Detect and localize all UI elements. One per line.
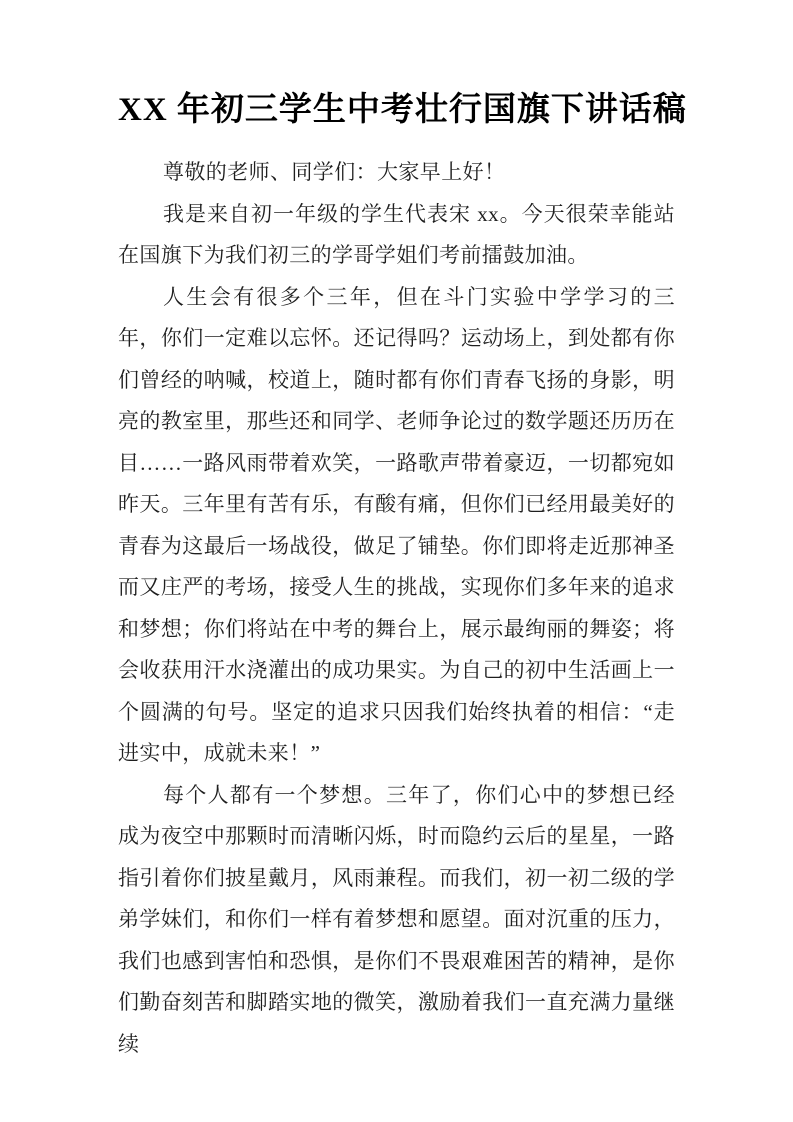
paragraph-dream: 每个人都有一个梦想。三年了，你们心中的梦想已经成为夜空中那颗时而清晰闪烁，时而隐约云后的星星，一路指引着你们披星戴月，风雨兼程。而我们，初一初二级的学弟学妹们，和你们一样有着梦想和愿望。面对沉重的压力，我们也感到害怕和恐惧，是你们不畏艰难困苦的精神，是你们勤奋刻苦和脚踏实地的微笑，激励着我们一直充满力量继续	[118, 782, 675, 1056]
document-title: XX 年初三学生中考壮行国旗下讲话稿	[118, 92, 687, 128]
paragraph-greeting: 尊敬的老师、同学们：大家早上好！	[163, 160, 506, 184]
document-body	[118, 152, 675, 1065]
paragraph-three-years: 人生会有很多个三年，但在斗门实验中学学习的三年，你们一定难以忘怀。还记得吗？运动场上，到处都有你们曾经的呐喊，校道上，随时都有你们青春飞扬的身影，明亮的教室里，那些还和同学、老师争论过的数学题还历历在目……一路风雨带着欢笑，一路歌声带着豪迈，一切都宛如昨天。三年里有苦有乐，有酸有痛，但你们已经用最美好的青春为这最后一场战役，做足了铺垫。你们即将走近那神圣而又庄严的考场，接受人生的挑战，实现你们多年来的追求和梦想；你们将站在中考的舞台上，展示最绚丽的舞姿；将会收获用汗水浇灌出的成功果实。为自己的初中生活画上一个圆满的句号。坚定的追求只因我们始终执着的相信：“走进实中，成就未来！”	[118, 284, 675, 765]
paragraph-intro: 我是来自初一年级的学生代表宋 xx。今天很荣幸能站在国旗下为我们初三的学哥学姐们考前擂鼓加油。	[118, 201, 675, 267]
